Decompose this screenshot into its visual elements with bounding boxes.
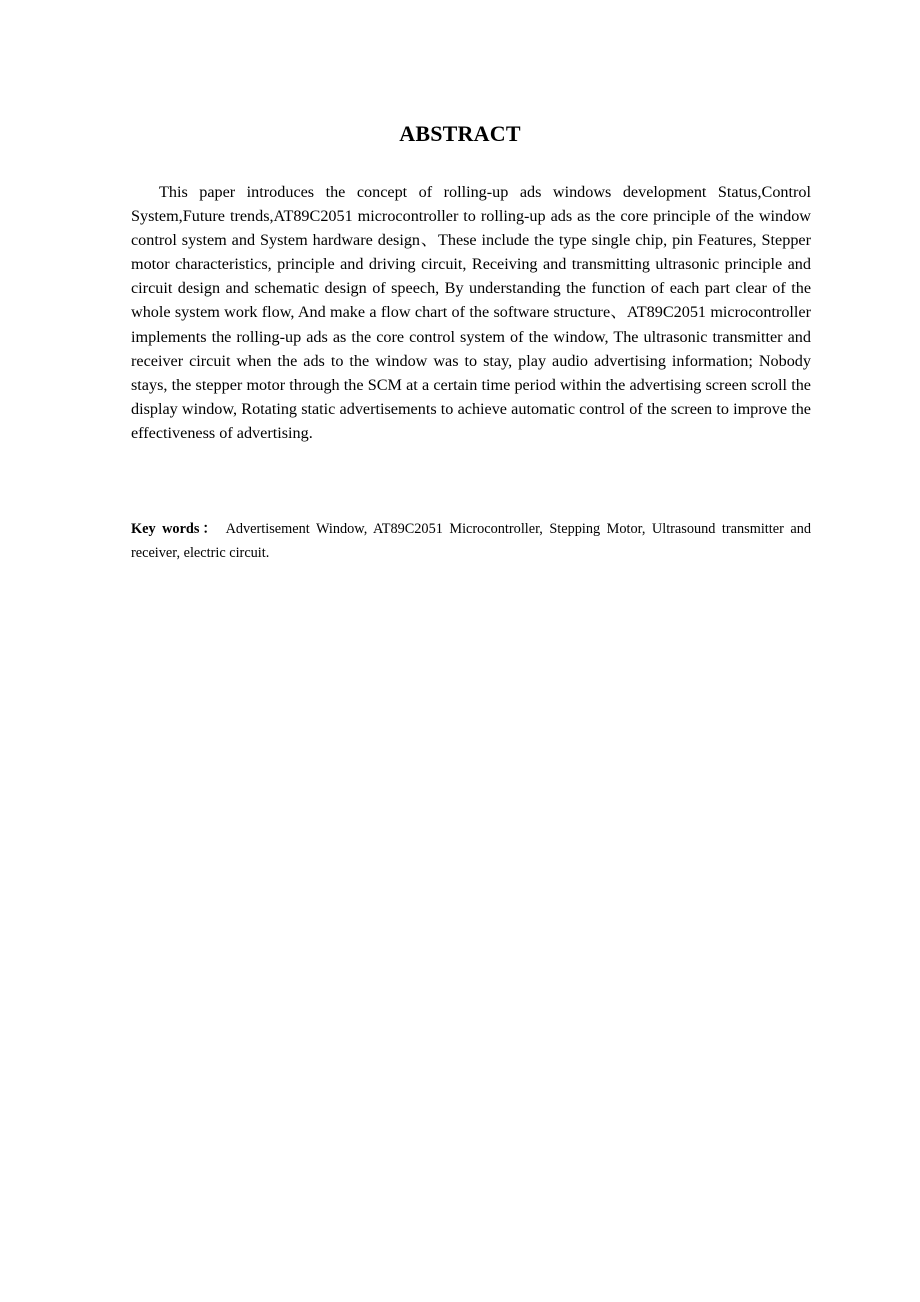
keywords-label: Key words： [131,521,220,537]
abstract-title: ABSTRACT [399,121,521,146]
abstract-body: This paper introduces the concept of rolling-up ads windows development Status,Control System,Future trends,AT89C2051 microcontroller to rolling-up ads as the core principle of the window control system and System hardware design、These include the type single chip, pin Features, Stepper motor characteristics, principle and driving circuit, Receiving and transmitting ultrasonic principle and circuit design and schematic design of speech, By understanding the function of each part clear of the whole system work flow, And make a flow chart of the software structure、AT89C2051 microcontroller implements the rolling-up ads as the core control system of the window, The ultrasonic transmitter and receiver circuit when the ads to the window was to stay, play audio advertising information; Nobody stays, the stepper motor through the SCM at a certain time period within the advertising screen scroll the display window, Rotating static advertisements to achieve automatic control of the screen to improve the effectiveness of advertising. [131,183,811,442]
keywords-text: Advertisement Window, AT89C2051 Microcontroller, Stepping Motor, Ultrasound transmitter and receiver, electric circuit. [131,521,811,561]
keywords-paragraph [131,517,811,565]
